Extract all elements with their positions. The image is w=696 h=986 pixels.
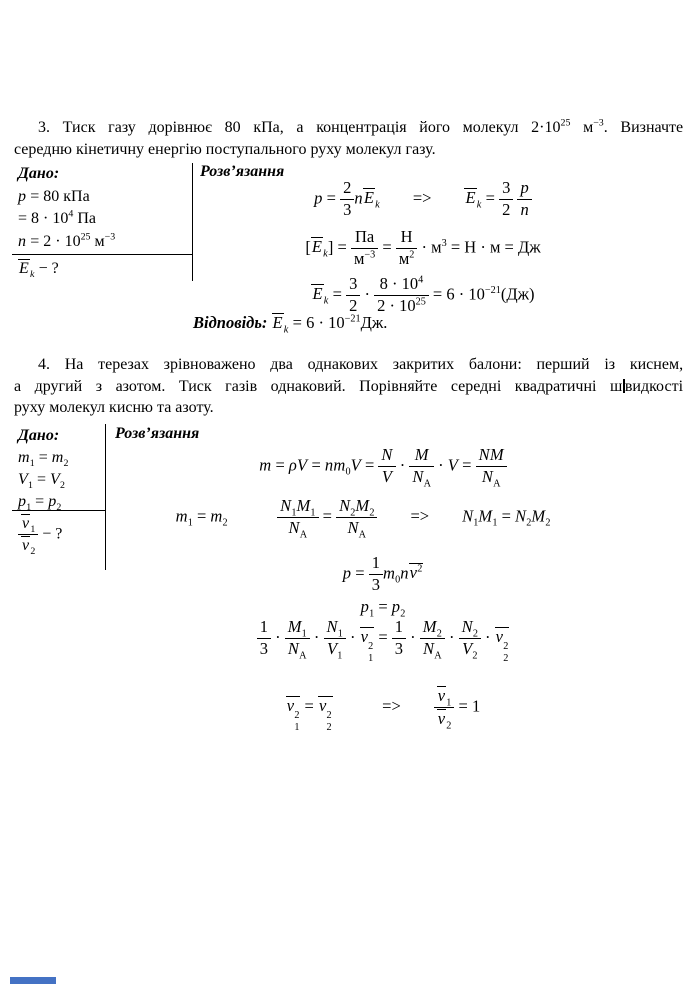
given-item: p = 80 кПа	[18, 187, 90, 205]
given-item: = $8 \cdot 10^4$ Па	[18, 208, 96, 227]
text-line: а другий з азотом. Тиск газів однаковий. Порівняйте середні квадратичні ш видкості	[14, 377, 684, 395]
given-label: Дано:	[18, 165, 60, 182]
problem4-statement	[14, 354, 683, 419]
given-item: $n = 2 \cdot 10^{25}$ $м^{-3}$	[18, 231, 116, 250]
formula-row: $m = \rho V = nm_0V$ = $\frac{N}{V}$ · M $N_А$ · V = NM $N_А$	[80, 446, 686, 487]
formula-row: $m_1 = m_2$ $N_1M_1$ $N_А$ = $N_2M_2$ $N_А$ => $N_1M_1 = N_2M_2$	[175, 496, 551, 541]
given-find: $E_k$ − ?	[19, 260, 59, 281]
formula-row: $[E_k]$ = Па $м^{-3}$ = Н $м^2$ · $м^3 = Н \cdot м$ = Дж	[305, 227, 541, 268]
solution-label: Розв’язання	[115, 425, 200, 442]
given-find: $\frac{v_1}{v_2}$ − ?	[12, 511, 105, 556]
answer-label: Відповідь:	[193, 313, 268, 332]
text-line: середню кінетичну енергію поступального руху молекул газу.	[14, 140, 436, 158]
formula-row: v 2 1 = v 2 2 => $\frac{v_1}{v_2}$ = 1	[286, 686, 481, 734]
solution-label: Розв’язання	[200, 163, 285, 180]
text-line: руху молекул кисню та азоту.	[14, 399, 214, 416]
answer-line	[193, 313, 388, 336]
formula-row: p = $\frac{1}{3}$ $m_0nv^2$	[342, 553, 423, 594]
formula-row: $p_1 = p_2$	[360, 597, 406, 620]
given-item: $m_1 = m_2$	[18, 449, 69, 470]
formula-row: $\frac{1}{3}$ · $M_1$ $N_А$ · $\frac{N_1}{V_1}$ · v 2 1 = $\frac{1}{3}$ · $M_2$ $N_А$ · $\frac{N_2}{V_2}$ · v 2 2	[80, 618, 686, 665]
formula-row: $E_k$ = $\frac{3}{2}$ · $\frac{8 \cdot 10^4}{2 \cdot 10^{25}}$ = $6 \cdot 10^{-21}(Дж)$	[312, 274, 535, 315]
given-item: $V_1 = V_2$	[18, 471, 65, 492]
text-line: 3. Тиск газу дорівнює 80 кПа, а концентрація його молекул $2\cdot 10^{25}$ $м^{-3}$. Визначте	[38, 117, 684, 136]
blue-bar-artifact	[10, 977, 56, 984]
text-line: 4. На терезах зрівноважено два однакових закритих балони: перший із киснем,	[38, 356, 684, 373]
problem3-statement	[14, 117, 683, 160]
answer-math: $E_k = 6 \cdot 10^{-21}Дж$.	[272, 313, 388, 336]
given-label: Дано:	[18, 427, 60, 444]
formula-row: p = $\frac{2}{3}$ $nE_k$ => $E_k$ = $\frac{3}{2}$ $\frac{p}{n}$	[160, 179, 686, 220]
given-item: $p_1 = p_2$	[18, 493, 62, 514]
